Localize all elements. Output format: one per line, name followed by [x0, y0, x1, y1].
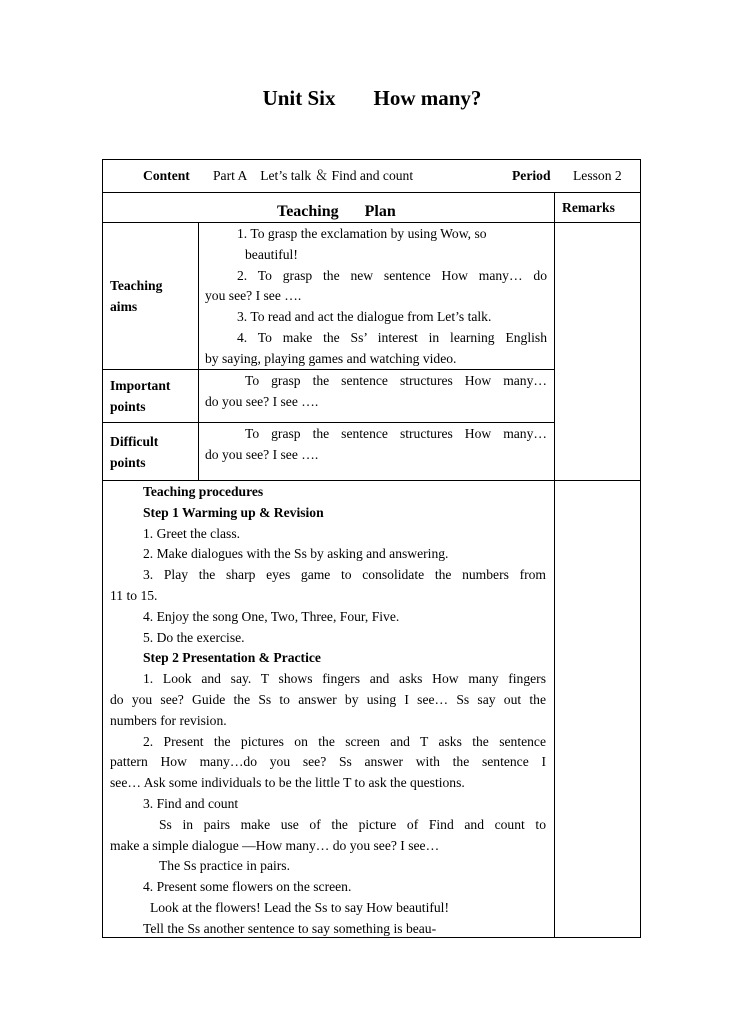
page-title [0, 86, 744, 111]
remarks-header: Remarks [562, 200, 615, 215]
aims-label-line1: Teaching [110, 278, 163, 293]
procedure-line: see… Ask some individuals to be the little T to ask the questions. [110, 775, 465, 791]
column-divider [554, 192, 555, 937]
content-label: Content [143, 168, 190, 183]
difficult-line: To grasp the sentence structures How many… [245, 426, 547, 441]
title-unit: Unit Six [262, 86, 336, 110]
procedure-line: 3. Play the sharp eyes game to consolidate the numbers from [143, 567, 546, 583]
procedure-line: 1. Look and say. T shows fingers and asks How many fingers [143, 671, 546, 687]
plan-title-word2: Plan [364, 203, 396, 220]
row-divider [103, 192, 640, 193]
important-label-line1: Important [110, 378, 171, 393]
procedure-line: 2. Make dialogues with the Ss by asking and answering. [143, 546, 449, 562]
procedure-line: 3. Find and count [143, 795, 239, 811]
procedure-line: 11 to 15. [110, 587, 158, 603]
period-label: Period [512, 168, 551, 183]
content-value: Part A Let’s talk ＆ Find and count [213, 168, 414, 183]
lesson-plan-table [102, 159, 641, 938]
aims-line: by saying, playing games and watching video. [205, 350, 457, 366]
procedure-line: do you see? Guide the Ss to answer by using I see… Ss say out the [110, 691, 546, 707]
procedure-line: 1. Greet the class. [143, 525, 241, 541]
plan-title [277, 202, 396, 223]
procedure-line: Look at the flowers! Lead the Ss to say How beautiful! [150, 899, 449, 915]
step2-heading: Step 2 Presentation & Practice [143, 650, 321, 666]
title-topic: How many? [373, 86, 482, 110]
row-divider [103, 422, 554, 423]
important-line: do you see? I see …. [205, 393, 319, 409]
important-line: To grasp the sentence structures How many… [245, 373, 547, 388]
row-divider [103, 480, 640, 481]
important-text [205, 371, 547, 413]
aims-line: you see? I see …. [205, 288, 302, 304]
aims-label-line2: aims [110, 299, 138, 314]
important-label-line2: points [110, 399, 146, 414]
procedures-text [110, 482, 546, 940]
procedure-line: Tell the Ss another sentence to say something is beau- [143, 920, 437, 936]
step1-heading: Step 1 Warming up & Revision [143, 504, 324, 520]
difficult-line: do you see? I see …. [205, 446, 319, 462]
period-value: Lesson 2 [573, 168, 622, 183]
procedure-line: pattern How many…do you see? Ss answer with the sentence I [110, 754, 546, 770]
plan-title-word1: Teaching [277, 203, 339, 220]
column-divider [198, 222, 199, 480]
aims-line: 3. To read and act the dialogue from Let’s talk. [237, 309, 492, 325]
procedure-line: numbers for revision. [110, 712, 227, 728]
difficult-label-line2: points [110, 455, 146, 470]
aims-line: 2. To grasp the new sentence How many… do [237, 267, 547, 283]
procedure-line: 4. Present some flowers on the screen. [143, 879, 352, 895]
aims-line: beautiful! [245, 246, 298, 262]
procedure-line: 4. Enjoy the song One, Two, Three, Four, Five. [143, 608, 400, 624]
procedures-heading: Teaching procedures [143, 484, 264, 499]
procedure-line: Ss in pairs make use of the picture of Find and count to [159, 816, 546, 832]
difficult-label-line1: Difficult [110, 434, 159, 449]
aims-text [205, 224, 547, 370]
difficult-text [205, 424, 547, 466]
procedure-line: The Ss practice in pairs. [159, 858, 290, 874]
aims-line: 1. To grasp the exclamation by using Wow, so [237, 226, 487, 241]
aims-line: 4. To make the Ss’ interest in learning English [237, 329, 547, 345]
procedure-line: 2. Present the pictures on the screen and T asks the sentence [143, 733, 546, 749]
procedure-line: make a simple dialogue —How many… do you see? I see… [110, 837, 440, 853]
procedure-line: 5. Do the exercise. [143, 629, 245, 645]
